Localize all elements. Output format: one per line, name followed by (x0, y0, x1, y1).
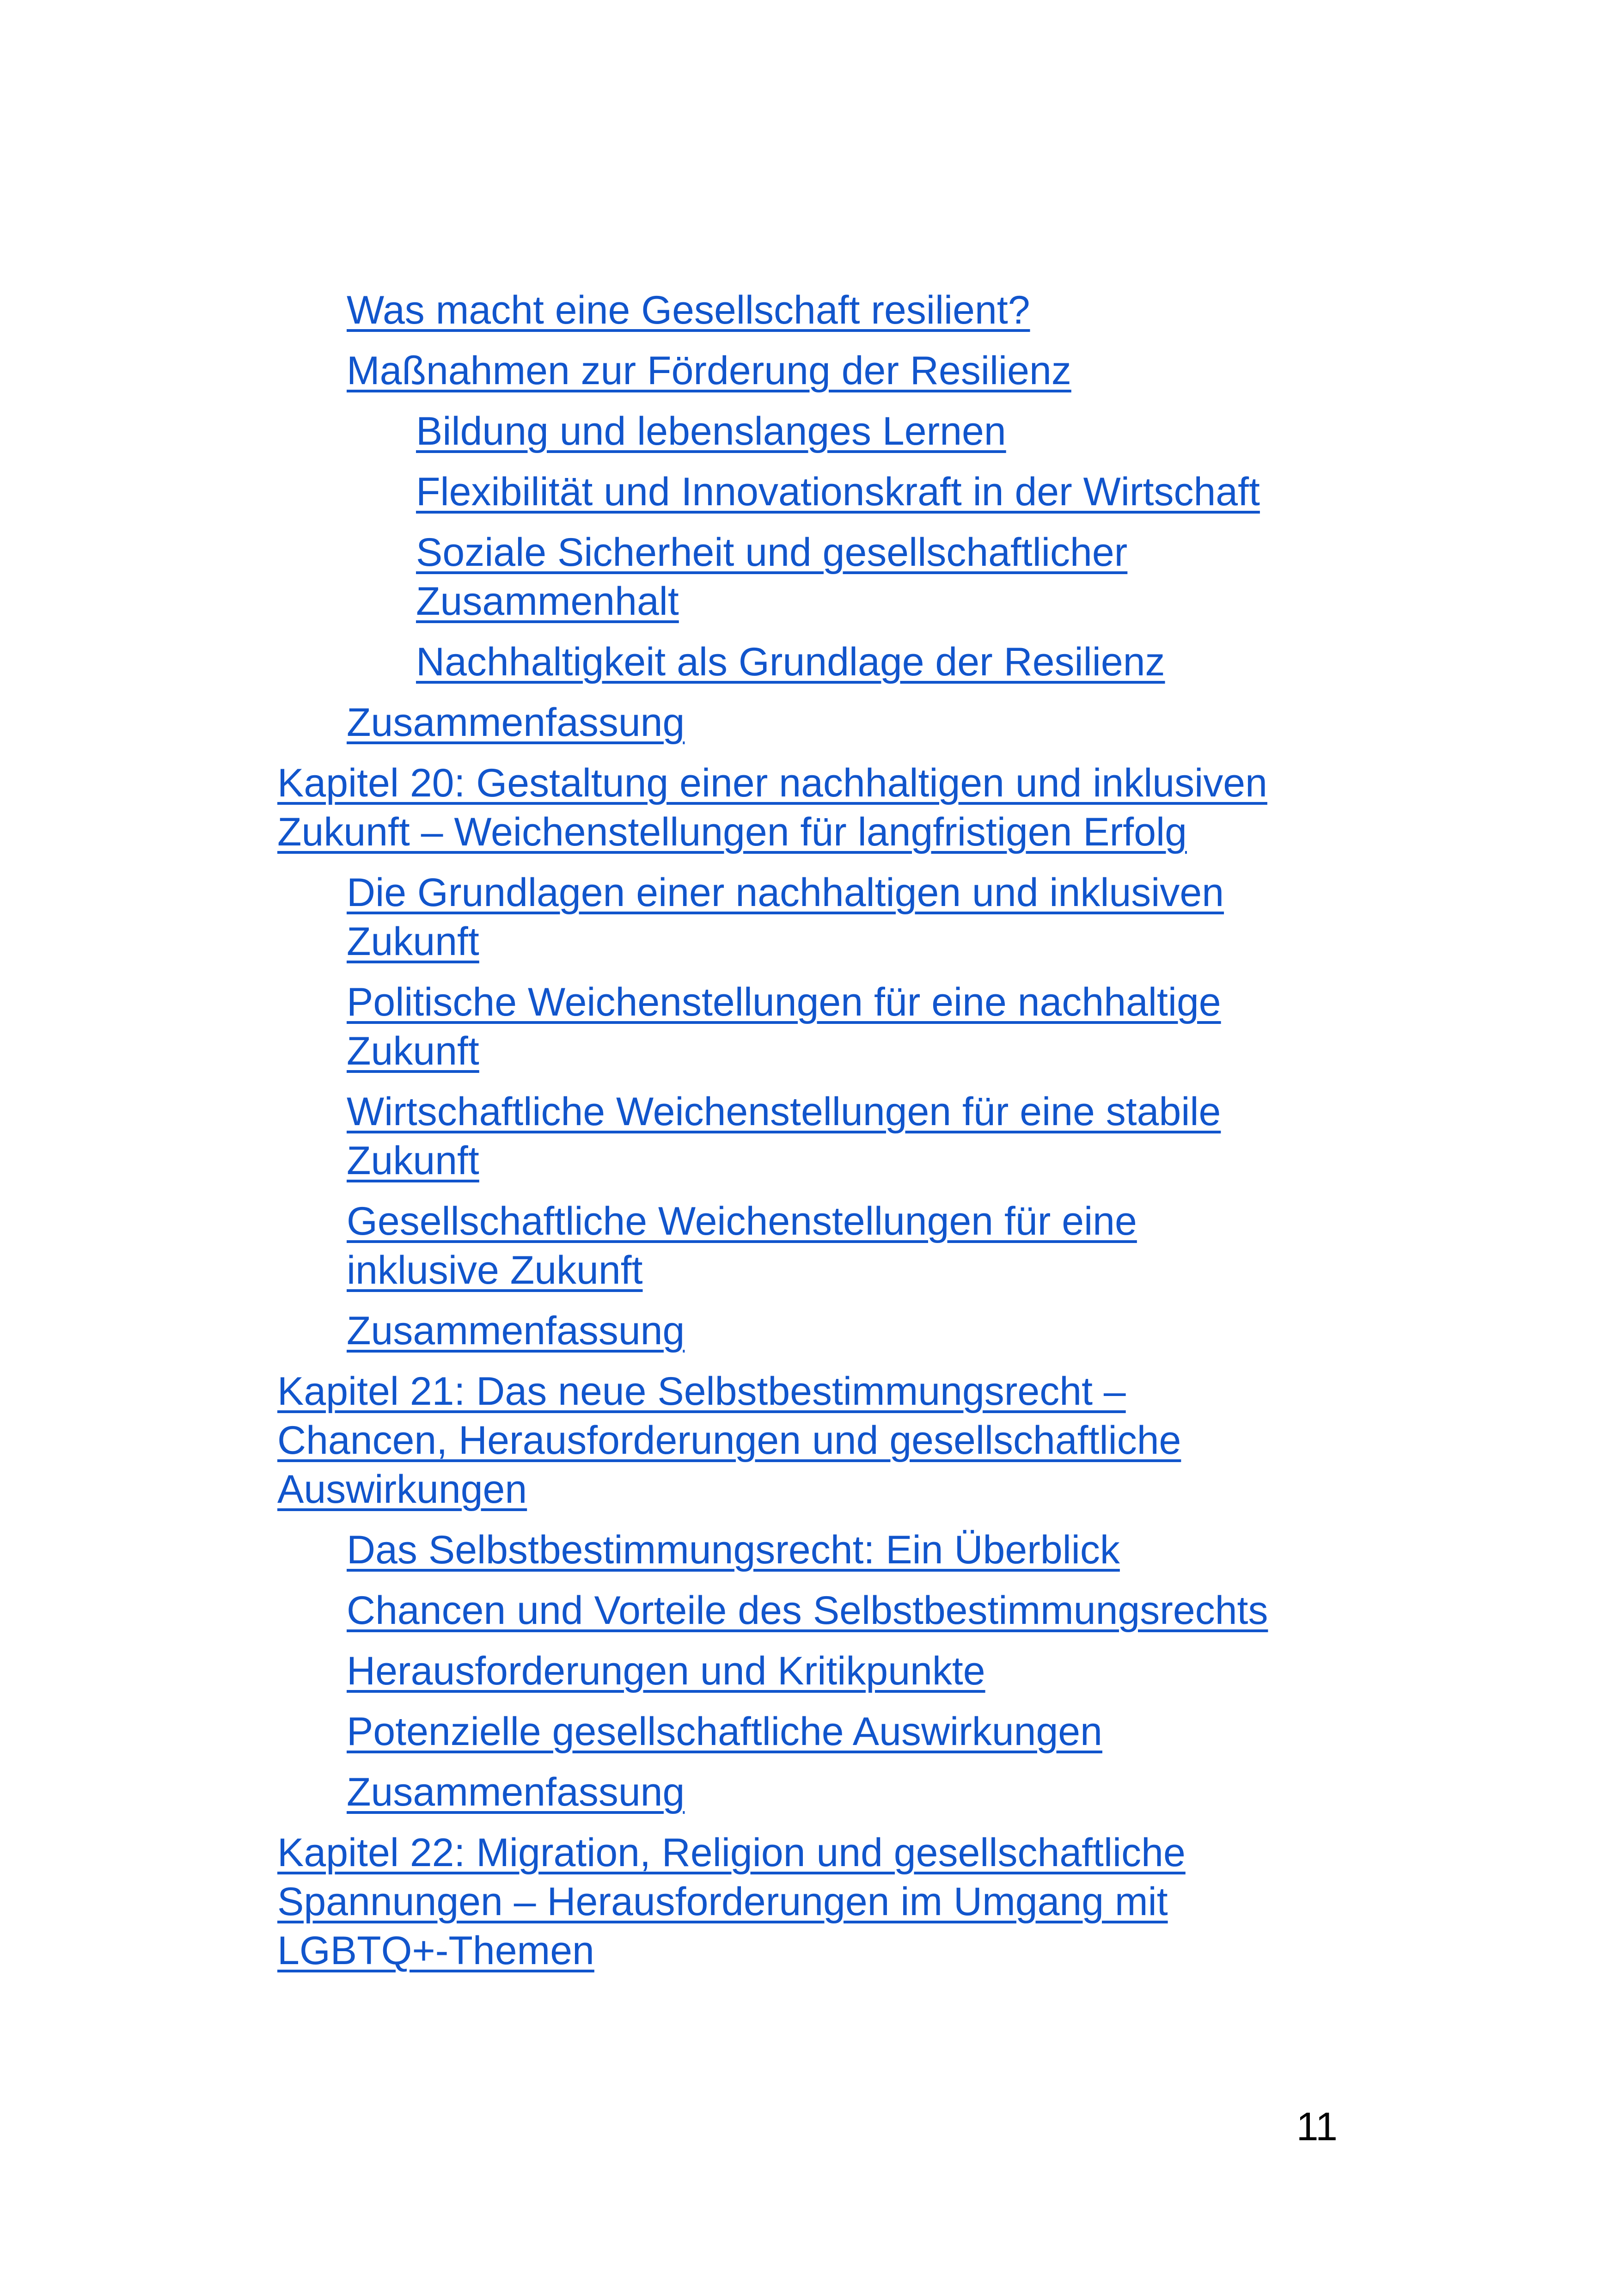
toc-entry (277, 407, 1350, 456)
toc-link[interactable]: Flexibilität und Innovationskraft in der Wirtschaft (416, 470, 1260, 514)
toc-entry (277, 286, 1350, 335)
toc-link[interactable]: Herausforderungen und Kritikpunkte (347, 1649, 985, 1693)
toc-entry (277, 978, 1350, 1076)
toc-entry (277, 1306, 1350, 1355)
toc-link[interactable]: Maßnahmen zur Förderung der Resilienz (347, 349, 1071, 393)
toc-chapter-link[interactable]: Kapitel 20: Gestaltung einer nachhaltigen und inklusiven Zukunft – Weichenstellungen für langfristigen Erfolg (277, 761, 1267, 854)
toc-entry (277, 1087, 1350, 1185)
toc-link[interactable]: Bildung und lebenslanges Lernen (416, 409, 1006, 453)
toc-entry (277, 346, 1350, 395)
toc-chapter-entry (277, 759, 1350, 857)
toc-entry (277, 1707, 1350, 1756)
toc-entry (277, 1525, 1350, 1574)
table-of-contents (277, 286, 1350, 1987)
toc-chapter-entry (277, 1367, 1266, 1514)
toc-link[interactable]: Zusammenfassung (347, 1309, 685, 1353)
toc-link[interactable]: Gesellschaftliche Weichenstellungen für eine inklusive Zukunft (347, 1199, 1137, 1292)
toc-link[interactable]: Wirtschaftliche Weichenstellungen für eine stabile Zukunft (347, 1090, 1221, 1183)
toc-link[interactable]: Die Grundlagen einer nachhaltigen und inklusiven Zukunft (347, 870, 1224, 964)
toc-link[interactable]: Das Selbstbestimmungsrecht: Ein Überblick (347, 1528, 1120, 1572)
toc-link[interactable]: Zusammenfassung (347, 700, 685, 745)
toc-link[interactable]: Politische Weichenstellungen für eine nachhaltige Zukunft (347, 980, 1221, 1073)
toc-entry (277, 528, 1225, 626)
toc-entry (277, 467, 1350, 516)
toc-link[interactable]: Soziale Sicherheit und gesellschaftlicher Zusammenhalt (416, 530, 1128, 624)
page-number: 11 (1296, 2105, 1338, 2149)
toc-link[interactable]: Was macht eine Gesellschaft resilient? (347, 288, 1030, 332)
toc-entry (277, 698, 1350, 747)
toc-chapter-entry (277, 1828, 1266, 1975)
toc-entry (277, 637, 1350, 686)
toc-entry (277, 1768, 1350, 1817)
toc-entry (277, 1647, 1350, 1696)
toc-chapter-link[interactable]: Kapitel 21: Das neue Selbstbestimmungsrecht – Chancen, Herausforderungen und gesellschaftliche Auswirkungen (277, 1369, 1181, 1512)
toc-link[interactable]: Nachhaltigkeit als Grundlage der Resilienz (416, 640, 1165, 684)
toc-entry (277, 1197, 1248, 1295)
toc-entry (277, 868, 1350, 966)
toc-link[interactable]: Potenzielle gesellschaftliche Auswirkungen (347, 1709, 1102, 1754)
toc-link[interactable]: Zusammenfassung (347, 1770, 685, 1814)
toc-link[interactable]: Chancen und Vorteile des Selbstbestimmungsrechts (347, 1588, 1268, 1633)
toc-entry (277, 1586, 1350, 1635)
toc-chapter-link[interactable]: Kapitel 22: Migration, Religion und gesellschaftliche Spannungen – Herausforderungen im Umgang mit LGBTQ+-Themen (277, 1831, 1186, 1973)
